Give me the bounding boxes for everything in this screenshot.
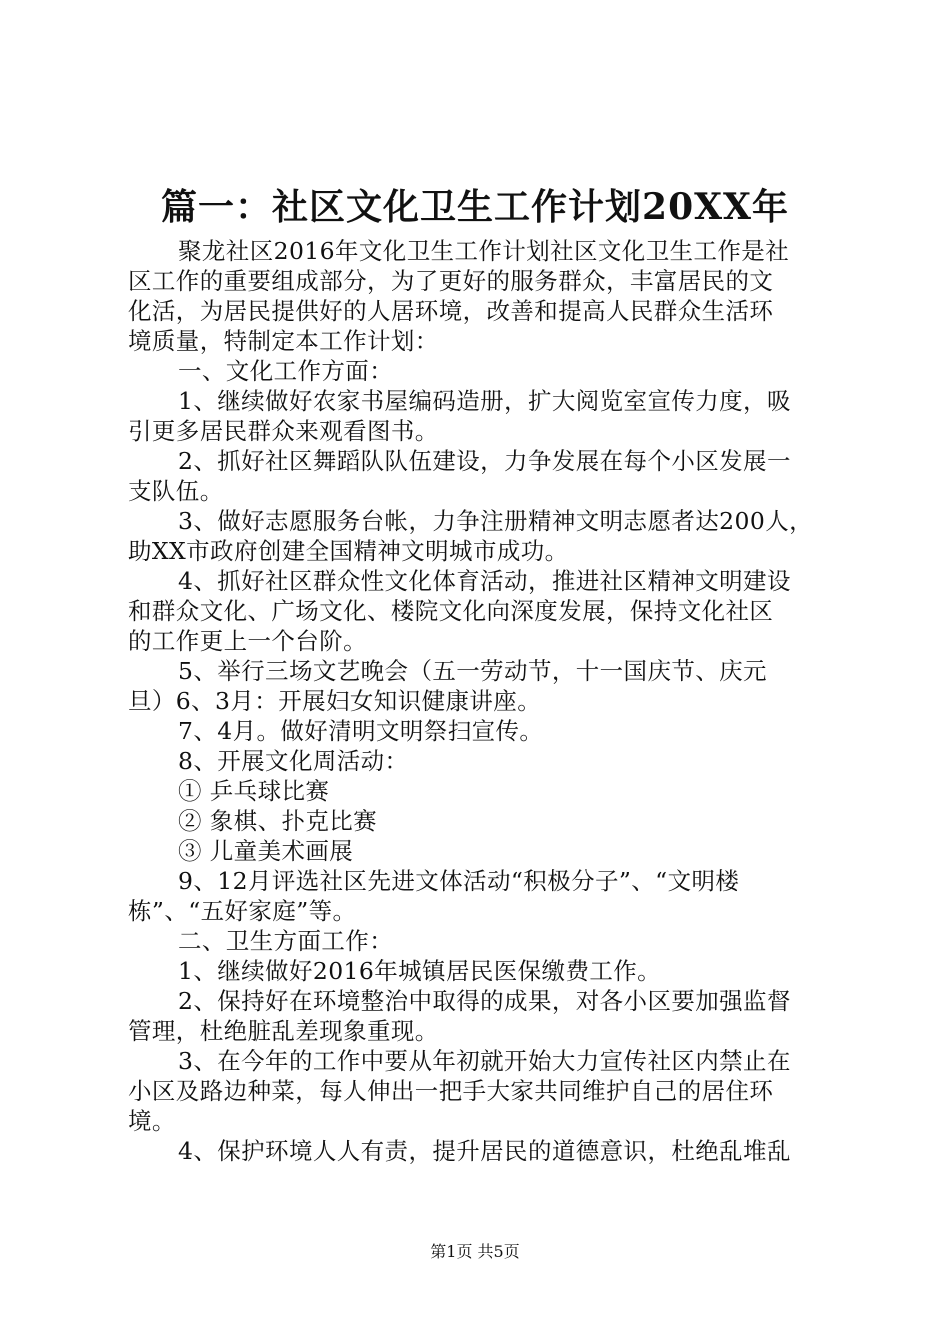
paragraph-line: 8、开展文化周活动： [178,747,409,775]
paragraph-line: 1、继续做好2016年城镇居民医保缴费工作。 [178,957,662,985]
paragraph-line: ③ 儿童美术画展 [178,837,354,865]
paragraph-line: 小区及路边种菜，每人伸出一把手大家共同维护自己的居住环 [128,1077,774,1105]
paragraph-line: 9、12月评选社区先进文体活动“积极分子”、“文明楼 [178,867,740,895]
paragraph-line: 聚龙社区2016年文化卫生工作计划社区文化卫生工作是社 [178,237,790,265]
paragraph-line: ① 乒乓球比赛 [178,777,330,805]
paragraph-line: 助XX市政府创建全国精神文明城市成功。 [128,537,569,565]
paragraph-line: 3、做好志愿服务台帐，力争注册精神文明志愿者达200人， [178,507,814,535]
paragraph-line: 2、抓好社区舞蹈队队伍建设，力争发展在每个小区发展一 [178,447,791,475]
paragraph-line: 4、保护环境人人有责，提升居民的道德意识，杜绝乱堆乱 [178,1137,791,1165]
paragraph-line: 4、抓好社区群众性文化体育活动，推进社区精神文明建设 [178,567,791,595]
paragraph-line: 1、继续做好农家书屋编码造册，扩大阅览室宣传力度，吸 [178,387,791,415]
page-footer: 第1页 共5页 [430,1242,520,1261]
paragraph-line: ② 象棋、扑克比赛 [178,807,378,835]
paragraph-line: 和群众文化、广场文化、楼院文化向深度发展，保持文化社区 [128,597,774,625]
paragraph-line: 境。 [128,1107,176,1135]
paragraph-line: 区工作的重要组成部分，为了更好的服务群众，丰富居民的文 [128,267,774,295]
paragraph-line: 二、卫生方面工作： [178,927,394,955]
paragraph-line: 旦）6、3月：开展妇女知识健康讲座。 [128,687,542,715]
paragraph-line: 管理，杜绝脏乱差现象重现。 [128,1017,439,1045]
paragraph-line: 栋”、“五好家庭”等。 [128,897,357,925]
paragraph-line: 引更多居民群众来观看图书。 [128,417,439,445]
paragraph-line: 2、保持好在环境整治中取得的成果，对各小区要加强监督 [178,987,791,1015]
paragraph-line: 境质量，特制定本工作计划： [128,327,439,355]
paragraph-line: 3、在今年的工作中要从年初就开始大力宣传社区内禁止在 [178,1047,791,1075]
paragraph-line: 5、举行三场文艺晚会（五一劳动节，十一国庆节、庆元 [178,657,767,685]
document-body [128,236,834,1166]
paragraph-line: 支队伍。 [128,477,224,505]
paragraph-line: 的工作更上一个台阶。 [128,627,367,655]
document-title: 篇一：社区文化卫生工作计划20XX年 [161,186,789,228]
paragraph-line: 7、4月。做好清明文明祭扫宣传。 [178,717,544,745]
paragraph-line: 一、文化工作方面： [178,357,394,385]
paragraph-line: 化活，为居民提供好的人居环境，改善和提高人民群众生活环 [128,297,774,325]
